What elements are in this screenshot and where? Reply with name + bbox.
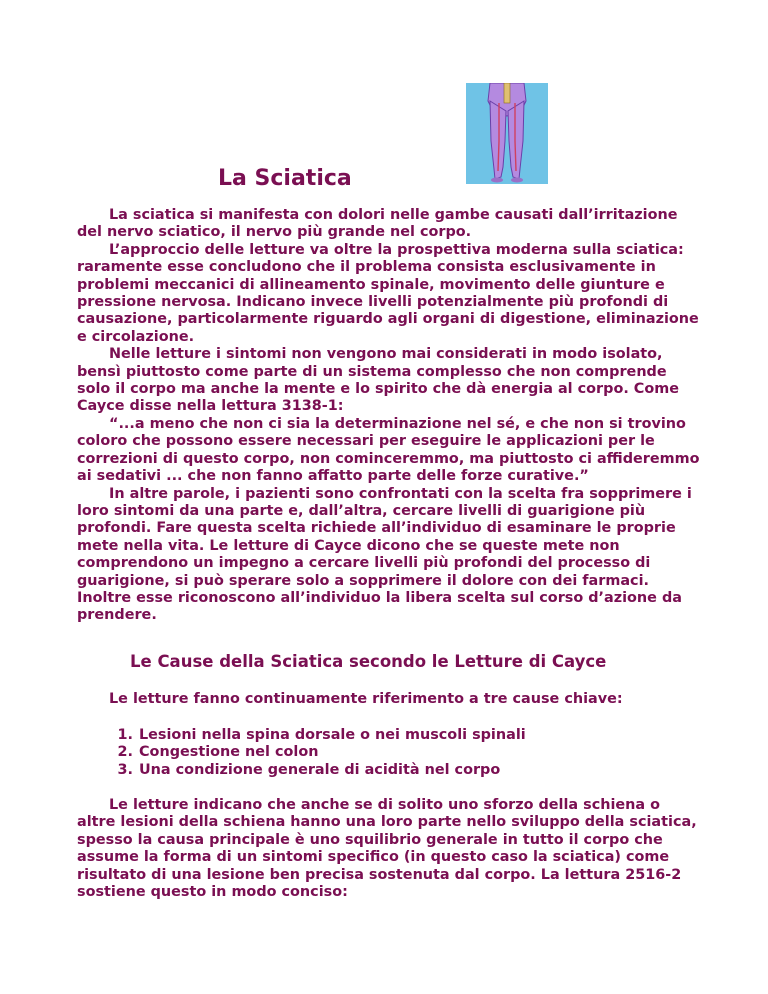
- paragraph: La sciatica si manifesta con dolori nelle gambe causati dall’irritazione del nervo sciatico, il nervo più grande nel corpo.: [77, 207, 678, 241]
- section-text: [77, 797, 703, 901]
- list-text: Congestione nel colon: [139, 744, 319, 761]
- legs-anatomy-image: [466, 83, 548, 184]
- list-number: 3.: [117, 761, 133, 778]
- list-item: [109, 762, 526, 779]
- paragraph: In altre parole, i pazienti sono confrontati con la scelta fra sopprimere i loro sintomi da una parte e, dall’altra, cercare livelli di guarigione più profondi. Fare questa scelta richiede all’individuo di esaminare le proprie mete nella vita. Le letture di Cayce dicono che se queste mete non comprendono un impegno a cercare livelli più profondi del processo di guarigione, si può sperare solo a sopprimere il dolore con dei farmaci. Inoltre esse riconoscono all’individuo la libera scelta sul corso d’azione da prendere.: [77, 485, 692, 624]
- intro-text: [77, 207, 703, 625]
- list-text: Una condizione generale di acidità nel corpo: [139, 761, 501, 778]
- list-text: Lesioni nella spina dorsale o nei muscoli spinali: [139, 727, 526, 743]
- paragraph: Nelle letture i sintomi non vengono mai considerati in modo isolato, bensì piuttosto come parte di un sistema complesso che non comprende solo il corpo ma anche la mente e lo spirito che dà energia al corpo. Come Cayce disse nella lettura 3138-1:: [77, 346, 680, 415]
- list-item: [109, 744, 526, 761]
- list-number: 1.: [117, 727, 133, 743]
- page-title: La Sciatica: [218, 166, 352, 191]
- quote-paragraph: “...a meno che non ci sia la determinazione nel sé, e che non si trovino coloro che possono essere necessari per eseguire le applicazioni per le correzioni di questo corpo, non cominceremmo, ma piuttosto ci affideremmo ai sedativi ... che non fanno affatto parte delle forze curative.”: [77, 415, 700, 485]
- causes-list: [109, 727, 526, 779]
- section-lead: Le letture fanno continuamente riferimento a tre cause chiave:: [109, 691, 623, 707]
- paragraph: L’approccio delle letture va oltre la prospettiva moderna sulla sciatica: raramente esse concludono che il problema consista esclusivamente in problemi meccanici di allineamento spinale, movimento delle giunture e pressione nervosa. Indicano invece livelli potenzialmente più profondi di causazione, particolarmente riguardo agli organi di digestione, eliminazione e circolazione.: [77, 241, 699, 345]
- paragraph: Le letture indicano che anche se di solito uno sforzo della schiena o altre lesioni della schiena hanno una loro parte nello sviluppo della sciatica, spesso la causa principale è uno squilibrio generale in tutto il corpo che assume la forma di un sintomi specifico (in questo caso la sciatica) come risultato di una lesione ben precisa sostenuta dal corpo. La lettura 2516-2 sostiene questo in modo conciso:: [77, 797, 697, 901]
- list-number: 2.: [117, 744, 133, 761]
- legs-illustration: [466, 83, 548, 184]
- section-title: Le Cause della Sciatica secondo le Letture di Cayce: [130, 652, 607, 671]
- list-item: [109, 727, 526, 744]
